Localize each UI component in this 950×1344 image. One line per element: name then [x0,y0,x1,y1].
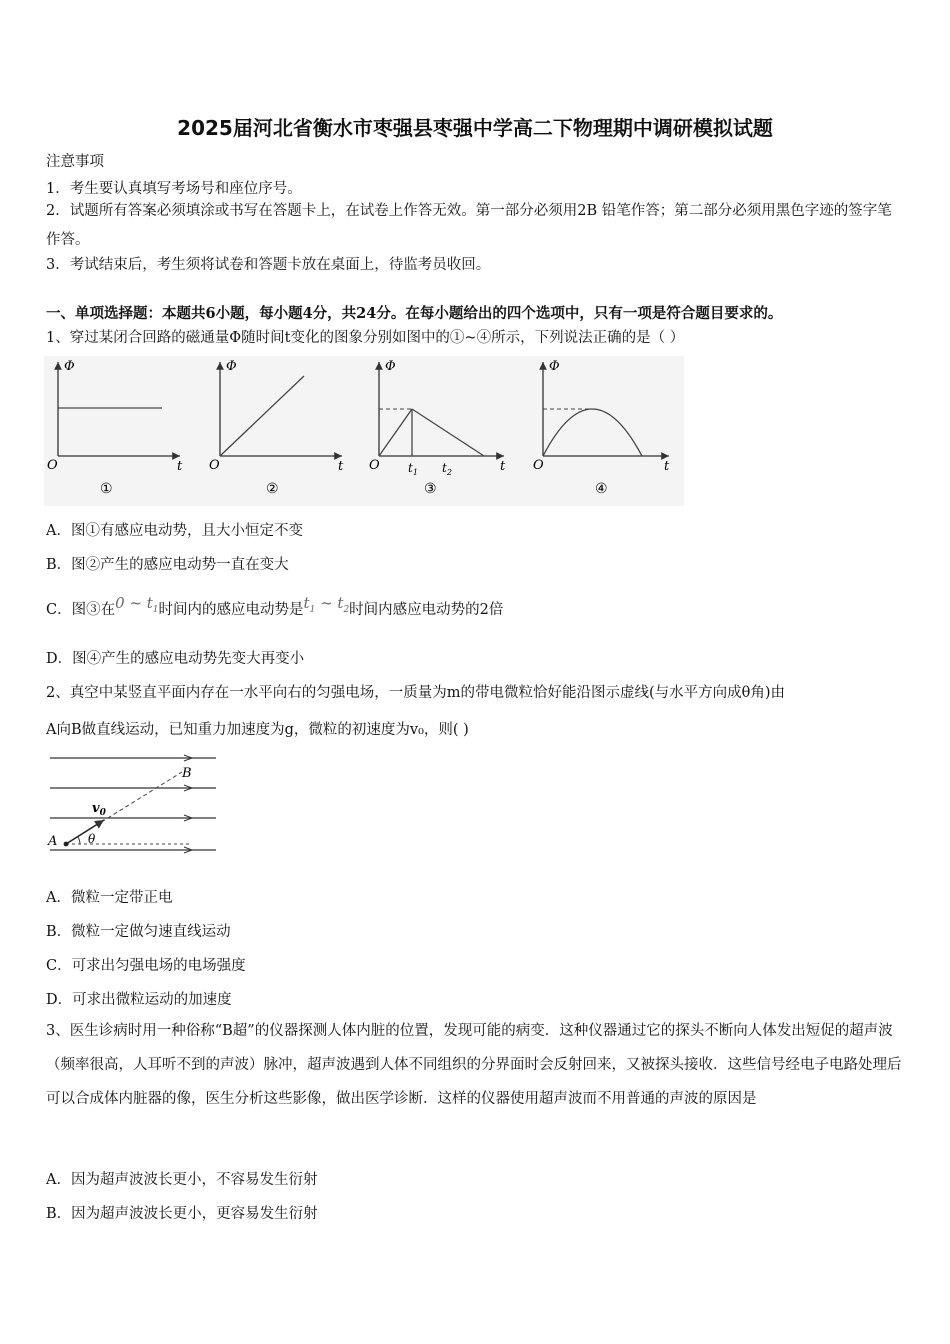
graph-1-y-label: Φ [64,359,75,374]
graph-3-t1: $t_1$ [408,461,418,477]
label-theta: θ [88,832,96,846]
q1-option-c: C．图③在0 ~ $t_1$时间内的感应电动势是$t_1$ ~ $t_2$时间内感应电动势的2倍 [46,594,504,618]
q3-stem: 3、医生诊病时用一种俗称“B超”的仪器探测人体内脏的位置，发现可能的病变．这种仪器通过它的探头不断向人体发出短促的超声波（频率很高，人耳听不到的声波）脉冲，超声波遇到人体不同组织的分界面时会反射回来，又被探头接收．这些信号经电子电路处理后可以合成体内脏器的像，医生分析这些影像，做出医学诊断．这样的仪器使用超声波而不用普通的声波的原因是 [46,1023,902,1107]
graph-3-y-label: Φ [385,359,396,374]
q1-stem: 1、穿过某闭合回路的磁通量Φ随时间t变化的图象分别如图中的①~④所示，下列说法正确的是（ ） [46,330,685,346]
graph-2-origin: O [209,458,220,473]
notice-item-2: 2．试题所有答案必须填涂或书写在答题卡上，在试卷上作答无效。第一部分必须用2B 铅笔作答；第二部分必须用黑色字迹的签字笔作答。 [46,203,892,248]
graph-1-origin: O [47,458,58,473]
graph-4-x-label: t [664,459,670,474]
graph-2-y-label: Φ [226,359,237,374]
q2-stem-line-1: 2、真空中某竖直平面内存在一水平向右的匀强电场，一质量为m的带电微粒恰好能沿图示虚线(与水平方向成θ角)由 [46,685,786,701]
graph-3-origin: O [369,458,380,473]
q2-option-d: D．可求出微粒运动的加速度 [46,992,232,1008]
q2-option-a: A．微粒一定带正电 [46,890,173,906]
graph-4-origin: O [533,458,544,473]
q3-option-b: B．因为超声波波长更小，更容易发生衍射 [46,1206,318,1222]
notice-heading: 注意事项 [46,154,104,170]
graph-4-caption: ④ [595,481,608,497]
q1-option-d: D．图④产生的感应电动势先变大再变小 [46,651,305,667]
q2-stem-line-2: A向B做直线运动，已知重力加速度为g，微粒的初速度为v₀，则( ) [46,722,469,738]
q2-option-c: C．可求出匀强电场的电场强度 [46,958,246,974]
label-b: B [182,766,192,781]
section-heading: 一、单项选择题：本题共6小题，每小题4分，共24分。在每小题给出的四个选项中，只有一项是符合题目要求的。 [46,305,783,322]
point-a [64,842,69,847]
graph-1-x-label: t [177,459,183,474]
graph-3-caption: ③ [424,481,437,497]
notice-item-3: 3．考试结束后，考生须将试卷和答题卡放在桌面上，待监考员收回。 [46,257,491,273]
graph-3-x-label: t [500,459,506,474]
graph-2-caption: ② [266,481,279,497]
graph-3-t2: $t_2$ [442,461,452,477]
notice-item-1: 1．考生要认真填写考场号和座位序号。 [46,181,302,197]
q3-option-a: A．因为超声波波长更小，不容易发生衍射 [46,1172,318,1188]
q2-field-figure [44,750,224,860]
q2-option-b: B．微粒一定做匀速直线运动 [46,924,231,940]
exam-title: 2025届河北省衡水市枣强县枣强中学高二下物理期中调研模拟试题 [177,116,773,140]
q1-graphs-figure [44,356,684,506]
label-v0: $v_0$ [92,801,106,818]
graph-4-y-label: Φ [549,359,560,374]
graph-2-x-label: t [338,459,344,474]
q1-option-c-math-2: $t_1$ ~ $t_2$ [303,594,350,615]
q1-option-c-math-1: 0 ~ $t_1$ [115,594,159,615]
q1-option-b: B．图②产生的感应电动势一直在变大 [46,557,289,573]
label-a: A [48,834,58,849]
q1-option-a: A．图①有感应电动势，且大小恒定不变 [46,523,303,539]
graph-1-caption: ① [100,481,113,497]
velocity-arrow [66,820,104,844]
